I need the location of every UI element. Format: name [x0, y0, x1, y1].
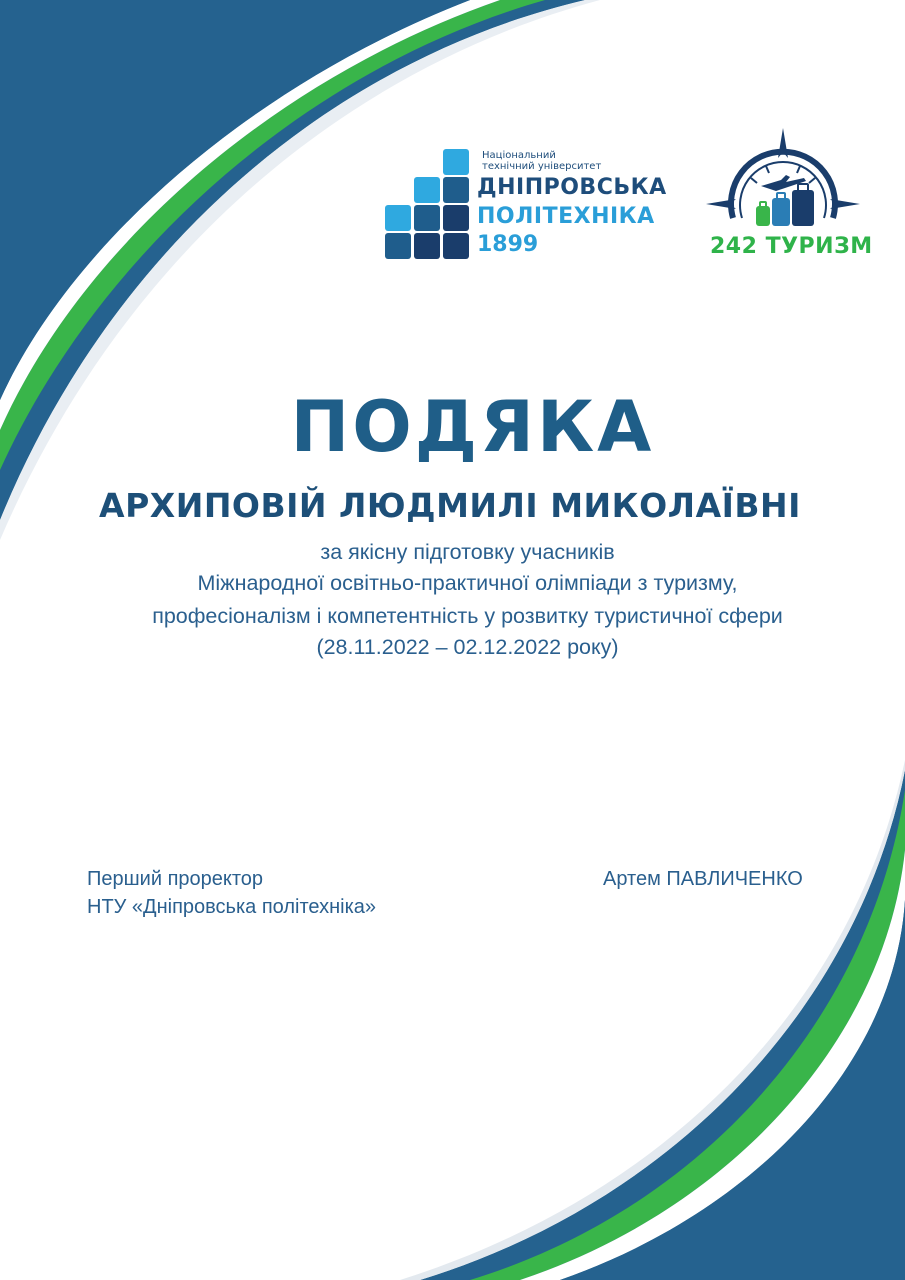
compass-suitcases-icon [706, 128, 860, 232]
ntu-subtitle-line1: Національний [482, 150, 556, 161]
ntu-subtitle [482, 150, 682, 172]
tourism-logo [702, 128, 873, 263]
signer-name: Артем ПАВЛИЧЕНКО [603, 868, 803, 890]
certificate-title: ПОДЯКА [290, 386, 655, 468]
description-line: професіоналізм і компетентність у розвитку туристичної сфери [152, 604, 783, 628]
signer-position-line2: НТУ «Дніпровська політехніка» [87, 896, 377, 918]
tourism-logo-text: 242 ТУРИЗМ [710, 234, 873, 259]
ntu-subtitle-line2: технічний університет [482, 161, 602, 172]
ntu-name-line1: ДНІПРОВСЬКА [477, 175, 667, 200]
signer-position-line1: Перший проректор [87, 868, 264, 890]
ntu-name-line2: ПОЛІТЕХНІКА [477, 204, 655, 229]
ntu-tiles-icon [385, 146, 475, 264]
description-line: за якісну підготовку учасників [320, 540, 615, 564]
ntu-logo [385, 146, 675, 264]
signer-position [87, 865, 376, 921]
recipient-name: АРХИПОВІЙ ЛЮДМИЛІ МИКОЛАЇВНІ [99, 486, 801, 525]
description-line: (28.11.2022 – 02.12.2022 року) [316, 635, 619, 659]
description-line: Міжнародної освітньо-практичної олімпіади з туризму, [197, 571, 738, 595]
ntu-year: 1899 [477, 232, 539, 257]
